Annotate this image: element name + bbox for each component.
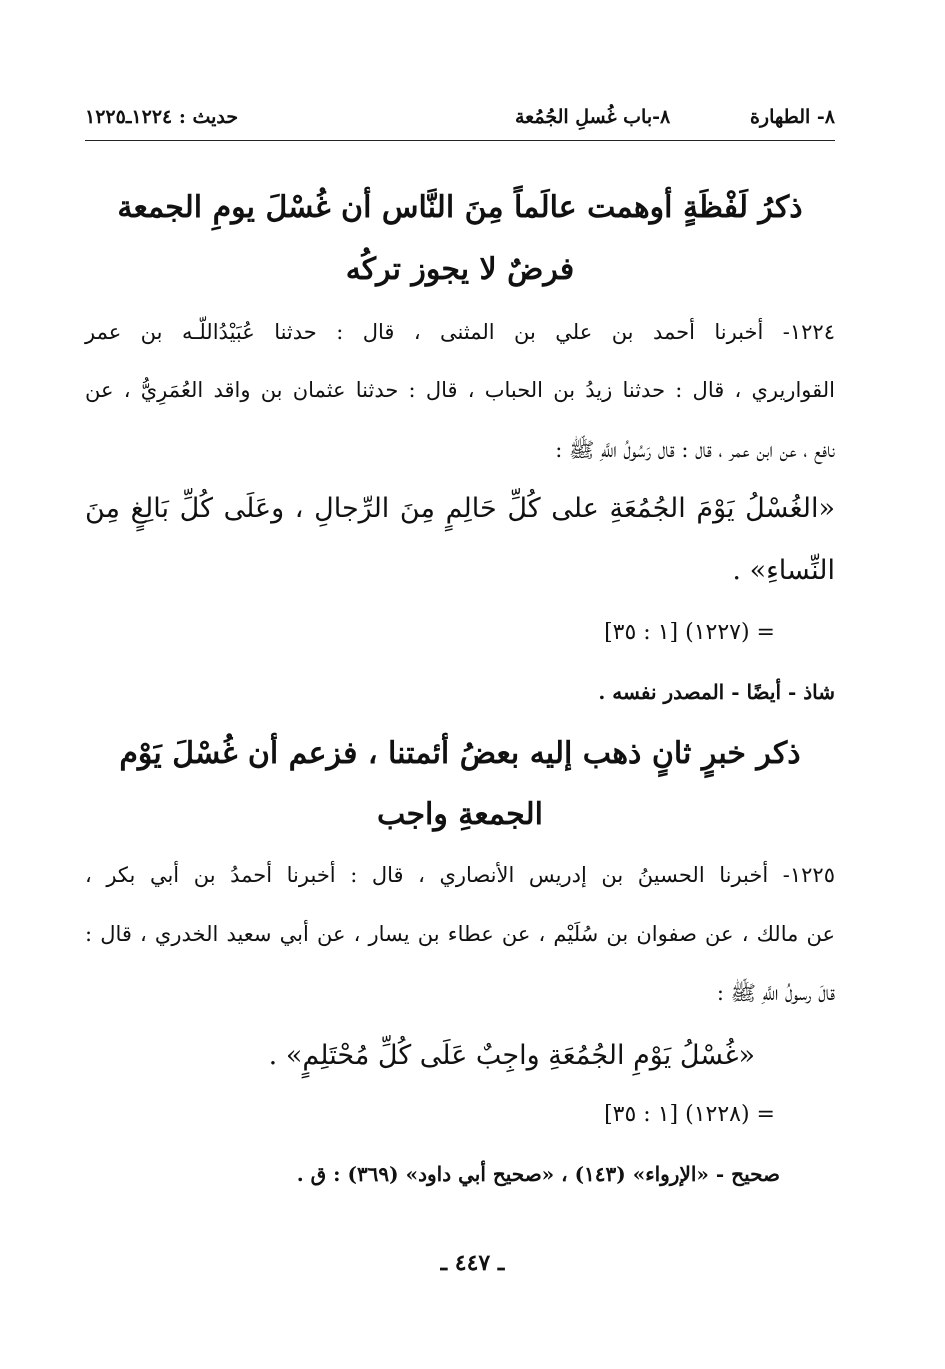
hadith-1225-isnad-line-2: عن مالك ، عن صفوان بن سُلَيْم ، عن عطاء بن يسار ، عن أبي سعيد الخدري ، قال : — [85, 922, 835, 946]
hadith-1225-grading: صحيح - «الإرواء» (١٤٣) ، «صحيح أبي داود» (٣٦٩) : ق . — [296, 1162, 780, 1186]
chapter-heading-2-line-1: ذكر خبرٍ ثانٍ ذهب إليه بعضُ أئمتنا ، فزعم أن غُسْلَ يَوْم — [119, 736, 801, 771]
hadith-1224-grading: شاذ - أيضًا - المصدر نفسه . — [598, 680, 835, 704]
chapter-heading-1-line-1: ذكرُ لَفْظَةٍ أوهمت عالَماً مِنَ النَّاس أن غُسْلَ يومِ الجمعة — [117, 190, 803, 225]
running-header — [85, 100, 835, 141]
hadith-1224-isnad-line-1: ١٢٢٤- أخبرنا أحمد بن علي بن المثنى ، قال : حدثنا عُبَيْدُاللّـه بن عمر — [85, 320, 835, 344]
chapter-heading-1-line-2: فرضٌ لا يجوز تركُه — [345, 252, 575, 287]
hadith-1225-matn: «غُسْلُ يَوْمِ الجُمُعَةِ واجِبٌ عَلَى كُلِّ مُحْتَلِمٍ» . — [268, 1040, 755, 1071]
chapter-title: ٨- الطهارة — [749, 106, 835, 128]
hadith-range: حديث : ١٢٢٤ـ١٢٢٥ — [85, 106, 239, 128]
hadith-1225-reference: = (١٢٢٨) [١ : ٣٥] — [604, 1102, 775, 1127]
hadith-1224-isnad-line-2: القواريري ، قال : حدثنا زيدُ بن الحباب ، قال : حدثنا عثمان بن واقد العُمَرِيُّ ، عن — [85, 378, 835, 402]
hadith-1225-isnad-line-3: قالَ رسولُ اللَّهِ ﷺ : — [716, 981, 835, 1005]
hadith-1224-matn-line-1: «الغُسْلُ يَوْمَ الجُمُعَةِ على كُلِّ حَالِمٍ مِنَ الرِّجالِ ، وعَلَى كُلِّ بَالِغٍ مِنَ — [85, 493, 835, 524]
hadith-1225-isnad-line-1: ١٢٢٥- أخبرنا الحسينُ بن إدريس الأنصاري ، قال : أخبرنا أحمدُ بن أبي بكر ، — [85, 863, 835, 887]
section-title: ٨-باب غُسلِ الجُمُعة — [515, 106, 671, 128]
hadith-1224-reference: = (١٢٢٧) [١ : ٣٥] — [604, 620, 775, 645]
hadith-1224-matn-line-2: النِّساءِ» . — [732, 555, 835, 586]
chapter-heading-2-line-2: الجمعةِ واجب — [376, 797, 543, 832]
page-number: ـ ٤٤٧ ـ — [440, 1250, 505, 1276]
hadith-1224-isnad-line-3: نافع ، عن ابن عمر ، قال : قال رَسُولُ اللَّهِ ﷺ : — [555, 438, 835, 462]
